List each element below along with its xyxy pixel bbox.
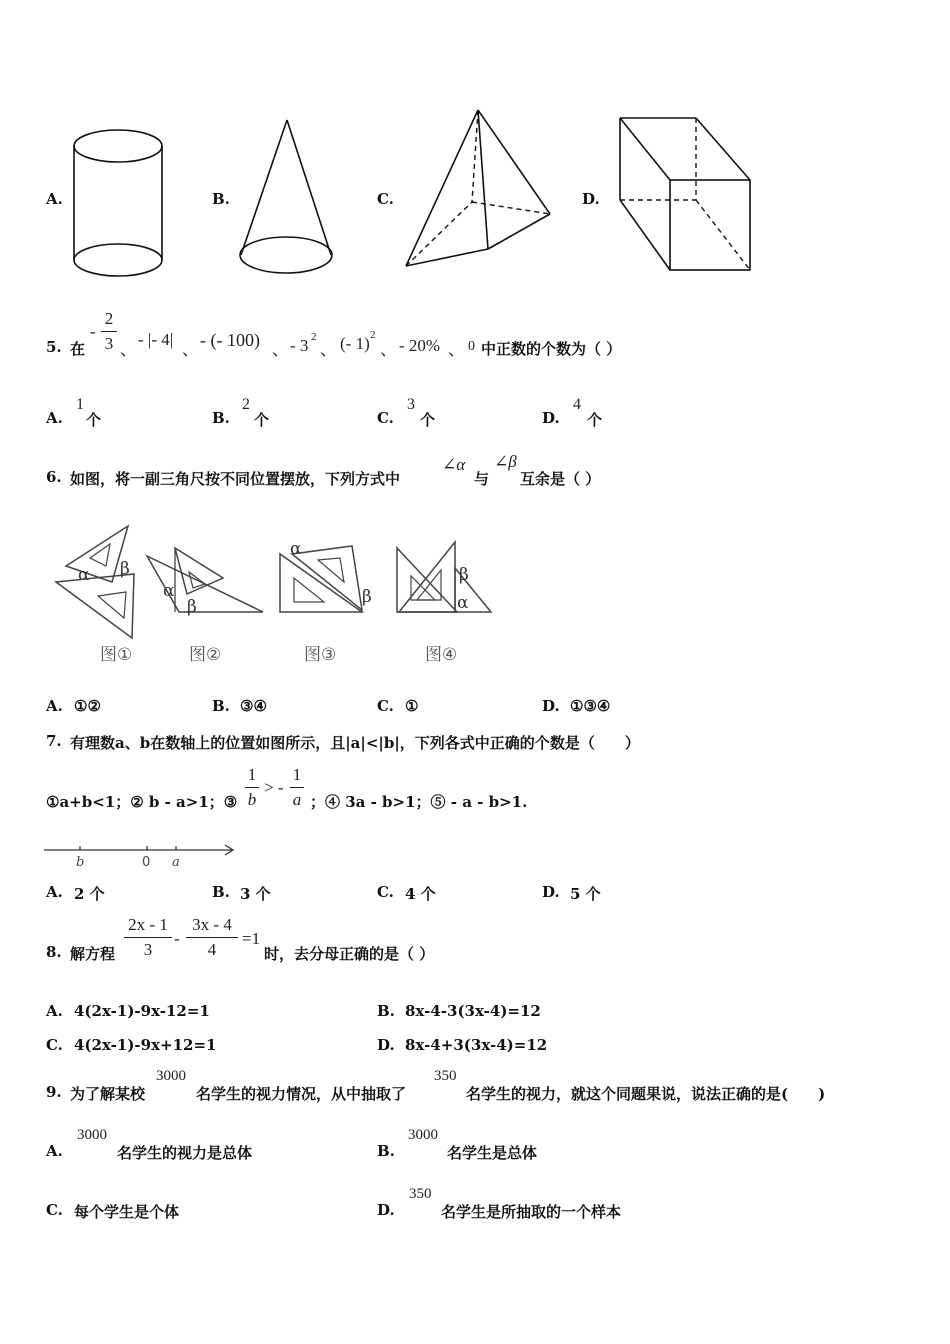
triangle-ruler-figure-1	[50, 520, 150, 675]
q8-option-c-text: 4(2x-1)-9x+12=1	[74, 1036, 217, 1054]
figure-caption-4: 图④	[425, 645, 458, 665]
q5-item6: - 20%	[399, 336, 441, 355]
beta-label: β	[187, 597, 197, 617]
triangle-ruler-figure-2	[145, 520, 270, 675]
q8-post: 时，去分母正确的是（ ）	[264, 945, 435, 963]
q5-separator: 、	[120, 340, 137, 359]
q4-option-a-label: A.	[46, 190, 63, 208]
q9-option-d-num: 350	[409, 1186, 432, 1202]
q7-option-c-label: C.	[377, 883, 394, 901]
cylinder-figure	[70, 130, 170, 280]
q9-option-c-label: C.	[46, 1201, 63, 1219]
q7-fraction-1-over-b: 1 b	[245, 764, 259, 811]
q9-text-1: 为了解某校	[70, 1085, 146, 1103]
q5-item5-base: (- 1)	[340, 334, 370, 353]
rectangular-prism-figure	[612, 116, 757, 276]
q5-option-b-value: 2	[242, 396, 250, 413]
q5-number: 5.	[46, 338, 62, 356]
q6-angle-alpha: ∠α	[442, 455, 466, 474]
alpha-label: α	[457, 593, 469, 613]
q9-number: 9.	[46, 1083, 62, 1101]
q8-option-d-text: 8x-4+3(3x-4)=12	[405, 1036, 548, 1054]
q5-option-a-label: A.	[46, 409, 63, 427]
q9-option-c-text: 每个学生是个体	[74, 1203, 180, 1221]
q9-option-d-text: 名学生是所抽取的一个样本	[441, 1203, 622, 1221]
q6-number: 6.	[46, 468, 62, 486]
beta-label: β	[459, 565, 469, 585]
triangle-ruler-figure-3	[278, 520, 383, 675]
cone-figure	[235, 118, 340, 278]
number-line-a: a	[172, 855, 180, 870]
figure-caption-3: 图③	[304, 645, 337, 665]
q7-statements-b: ；④ 3a - b>1；⑤ - a - b>1.	[310, 793, 528, 811]
q9-option-a-label: A.	[46, 1142, 63, 1160]
q5-post: 中正数的个数为（ ）	[481, 340, 622, 358]
q7-option-c-text: 4 个	[405, 885, 436, 903]
q8-option-b-text: 8x-4-3(3x-4)=12	[405, 1002, 541, 1020]
beta-label: β	[362, 587, 372, 607]
q6-text-post: 互余是（ ）	[520, 470, 601, 488]
q7-option-a-label: A.	[46, 883, 63, 901]
q5-option-d-value: 4	[573, 396, 581, 413]
q4-option-c-label: C.	[377, 190, 394, 208]
q8-option-a-text: 4(2x-1)-9x-12=1	[74, 1002, 210, 1020]
q5-pre: 在	[70, 340, 86, 358]
triangle-ruler-figure-4	[395, 520, 500, 675]
q7-fraction-1-over-a: 1 a	[290, 764, 304, 811]
q5-item1-sign: -	[90, 322, 96, 341]
q8-option-c-label: C.	[46, 1036, 63, 1054]
q5-option-b-unit: 个	[254, 411, 270, 429]
q6-option-a-text: ①②	[74, 697, 101, 715]
alpha-label: α	[290, 539, 302, 559]
figure-caption-2: 图②	[189, 645, 222, 665]
q5-separator: 、	[182, 340, 199, 359]
q6-angle-beta: ∠β	[494, 452, 517, 471]
q7-number: 7.	[46, 732, 62, 750]
q5-item7: 0	[468, 339, 475, 354]
number-line	[44, 840, 244, 872]
q5-option-c-value: 3	[407, 396, 415, 413]
q8-number: 8.	[46, 943, 62, 961]
q9-number-350: 350	[434, 1068, 457, 1084]
q8-fraction-2: 3x - 4 4	[186, 914, 238, 961]
q4-option-d-label: D.	[582, 190, 600, 208]
number-line-b: b	[76, 855, 85, 870]
q9-option-a-num: 3000	[77, 1127, 107, 1143]
q9-option-b-text: 名学生是总体	[447, 1144, 538, 1162]
q5-item4-exponent: 2	[311, 331, 317, 343]
q7-statements-a: ①a+b<1；② b - a>1；③	[46, 793, 238, 811]
q7-gt: > -	[264, 778, 284, 797]
q5-separator: 、	[448, 340, 465, 359]
alpha-label: α	[78, 565, 90, 585]
q4-option-b-label: B.	[212, 190, 230, 208]
q8-pre: 解方程	[70, 945, 116, 963]
q5-option-c-unit: 个	[420, 411, 436, 429]
q6-option-d-label: D.	[542, 697, 560, 715]
q7-option-d-label: D.	[542, 883, 560, 901]
q6-text-pre: 如图，将一副三角尺按不同位置摆放，下列方式中	[70, 470, 401, 488]
q8-minus: -	[174, 929, 180, 948]
q9-option-b-num: 3000	[408, 1127, 438, 1143]
q7-option-d-text: 5 个	[570, 885, 601, 903]
figure-caption-1: 图①	[100, 645, 133, 665]
q6-option-b-text: ③④	[240, 697, 267, 715]
q6-option-c-text: ①	[405, 697, 419, 715]
q5-option-a-unit: 个	[86, 411, 102, 429]
q9-option-d-label: D.	[377, 1201, 395, 1219]
q8-option-b-label: B.	[377, 1002, 395, 1020]
beta-label: β	[120, 559, 130, 579]
q5-separator: 、	[320, 340, 337, 359]
alpha-label: α	[163, 581, 175, 601]
q6-mid: 与	[474, 470, 490, 488]
q5-option-d-label: D.	[542, 409, 560, 427]
q8-fraction-1: 2x - 1 3	[124, 914, 172, 961]
q7-text: 有理数a、b在数轴上的位置如图所示，且|a|<|b|，下列各式中正确的个数是（ ）	[70, 734, 640, 752]
pyramid-figure	[400, 106, 555, 281]
q6-option-b-label: B.	[212, 697, 230, 715]
q5-item5-exponent: 2	[370, 329, 376, 341]
q8-eq: =1	[242, 929, 261, 948]
q9-option-a-text: 名学生的视力是总体	[117, 1144, 253, 1162]
q5-option-a-value: 1	[76, 396, 84, 413]
q5-option-d-unit: 个	[587, 411, 603, 429]
q9-text-2: 名学生的视力情况，从中抽取了	[196, 1085, 407, 1103]
q7-option-a-text: 2 个	[74, 885, 105, 903]
q5-option-c-label: C.	[377, 409, 394, 427]
q6-option-c-label: C.	[377, 697, 394, 715]
number-line-zero: 0	[142, 855, 151, 870]
q9-option-b-label: B.	[377, 1142, 395, 1160]
q6-option-a-label: A.	[46, 697, 63, 715]
q5-item1-fraction: 2 3	[101, 308, 117, 355]
q5-separator: 、	[380, 340, 397, 359]
q5-separator: 、	[272, 340, 289, 359]
q6-option-d-text: ①③④	[570, 697, 611, 715]
q8-option-d-label: D.	[377, 1036, 395, 1054]
q9-number-3000: 3000	[156, 1068, 186, 1084]
q5-option-b-label: B.	[212, 409, 230, 427]
q9-text-3: 名学生的视力，就这个同题果说，说法正确的是( )	[466, 1085, 826, 1103]
q5-item2: - |- 4|	[138, 330, 174, 349]
q7-option-b-label: B.	[212, 883, 230, 901]
q5-item4-base: - 3	[290, 336, 309, 355]
q5-item3: - (- 100)	[200, 330, 260, 350]
q8-option-a-label: A.	[46, 1002, 63, 1020]
q7-option-b-text: 3 个	[240, 885, 271, 903]
